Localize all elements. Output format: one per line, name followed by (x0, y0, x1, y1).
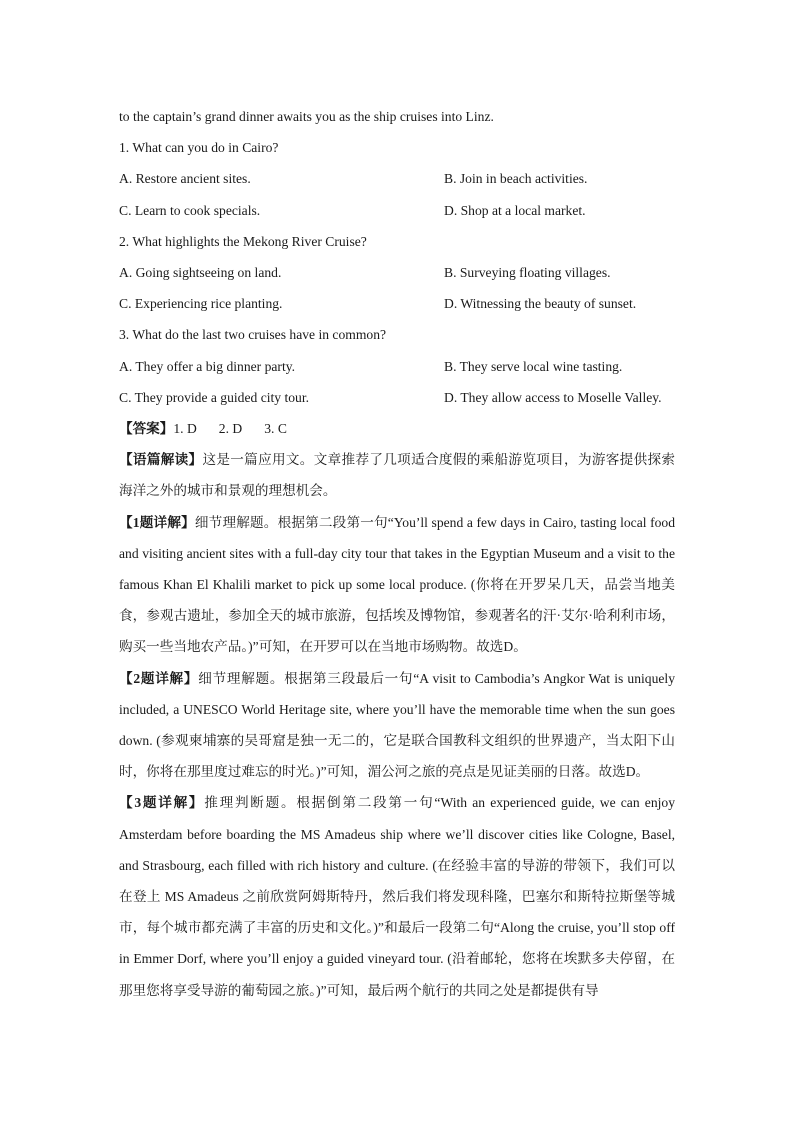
option-a: A. Going sightseeing on land. (119, 264, 282, 280)
option-row (119, 257, 675, 288)
question-3 (119, 319, 675, 413)
option-a: A. They offer a big dinner party. (119, 358, 296, 374)
question-2 (119, 226, 675, 320)
option-b: B. Surveying floating villages. (444, 264, 611, 280)
option-b: B. They serve local wine tasting. (444, 358, 623, 374)
option-d: D. Witnessing the beauty of sunset. (444, 296, 637, 312)
page-content (119, 101, 675, 1006)
option-d: D. Shop at a local market. (444, 202, 586, 218)
question-stem: 1. What can you do in Cairo? (119, 140, 279, 156)
explanation-label: 【3题详解】 (119, 795, 205, 811)
intro-line: to the captain’s grand dinner awaits you as the ship cruises into Linz. (119, 109, 494, 124)
explanation-label: 【1题详解】 (119, 514, 195, 530)
answer-line (119, 413, 675, 444)
explanation-text: 推理判断题。根据倒第二段第一句“With an experienced guide, we can enjoy Amsterdam before boarding the MS Amadeus ship where we’ll discover cities like Cologne, Basel, and Strasbourg, each filled with rich history and culture. (在经验丰富的导游的带领下，我们可以在登上 MS Amadeus 之前欣赏阿姆斯特丹，然后我们将发现科隆，巴塞尔和斯特拉斯堡等城市，每个城市都充满了丰富的历史和文化。)”和最后一段第二句“Along the cruise, you’ll stop off in Emmer Dorf, where you’ll enjoy a guided vineyard tour. (沿着邮轮，您将在埃默多夫停留，在那里您将享受导游的葡萄园之旅。)”可知，最后两个航行的共同之处是都提供有导 (119, 795, 675, 998)
option-b: B. Join in beach activities. (444, 171, 588, 187)
passage-analysis (119, 444, 675, 506)
explanation-3 (119, 787, 675, 1005)
answer-item: 2. D (218, 420, 243, 436)
option-row (119, 195, 675, 226)
option-c: C. They provide a guided city tour. (119, 389, 310, 405)
explanation-text: 细节理解题。根据第二段第一句“You’ll spend a few days in Cairo, tasting local food and visiting ancient sites with a full-day city tour that takes in the Egyptian Museum and a visit to the famous Khan El Khalili market to pick up some local produce. (你将在开罗呆几天，品尝当地美食，参观古遗址，参加全天的城市旅游，包括埃及博物馆，参观著名的汗·艾尔·哈利利市场，购买一些当地农产品。)”可知，在开罗可以在当地市场购物。故选D。 (119, 514, 676, 655)
option-row (119, 163, 675, 194)
explanation-2 (119, 663, 675, 788)
question-1 (119, 132, 675, 226)
passage-analysis-text: 这是一篇应用文。文章推荐了几项适合度假的乘船游览项目，为游客提供探索海洋之外的城市和景观的理想机会。 (119, 452, 676, 499)
option-row (119, 382, 675, 413)
option-c: C. Experiencing rice planting. (119, 296, 283, 312)
option-a: A. Restore ancient sites. (119, 171, 251, 187)
passage-analysis-label: 【语篇解读】 (119, 452, 203, 468)
option-row (119, 351, 675, 382)
question-stem: 3. What do the last two cruises have in common? (119, 327, 387, 343)
option-c: C. Learn to cook specials. (119, 202, 261, 218)
answer-item: 3. C (264, 420, 287, 436)
explanation-text: 细节理解题。根据第三段最后一句“A visit to Cambodia’s Angkor Wat is uniquely included, a UNESCO World Heritage site, where you’ll have the memorable time when the sun goes down. (参观柬埔寨的吴哥窟是独一无二的，它是联合国教科文组织的世界遗产，当太阳下山时，你将在那里度过难忘的时光。)”可知，湄公河之旅的亮点是见证美丽的日落。故选D。 (119, 670, 675, 780)
option-d: D. They allow access to Moselle Valley. (444, 389, 662, 405)
explanation-1 (119, 507, 675, 663)
question-stem: 2. What highlights the Mekong River Cruise? (119, 233, 367, 249)
answer-item: 1. D (173, 420, 197, 436)
answer-label: 【答案】 (119, 420, 174, 436)
explanation-label: 【2题详解】 (119, 670, 199, 686)
option-row (119, 288, 675, 319)
